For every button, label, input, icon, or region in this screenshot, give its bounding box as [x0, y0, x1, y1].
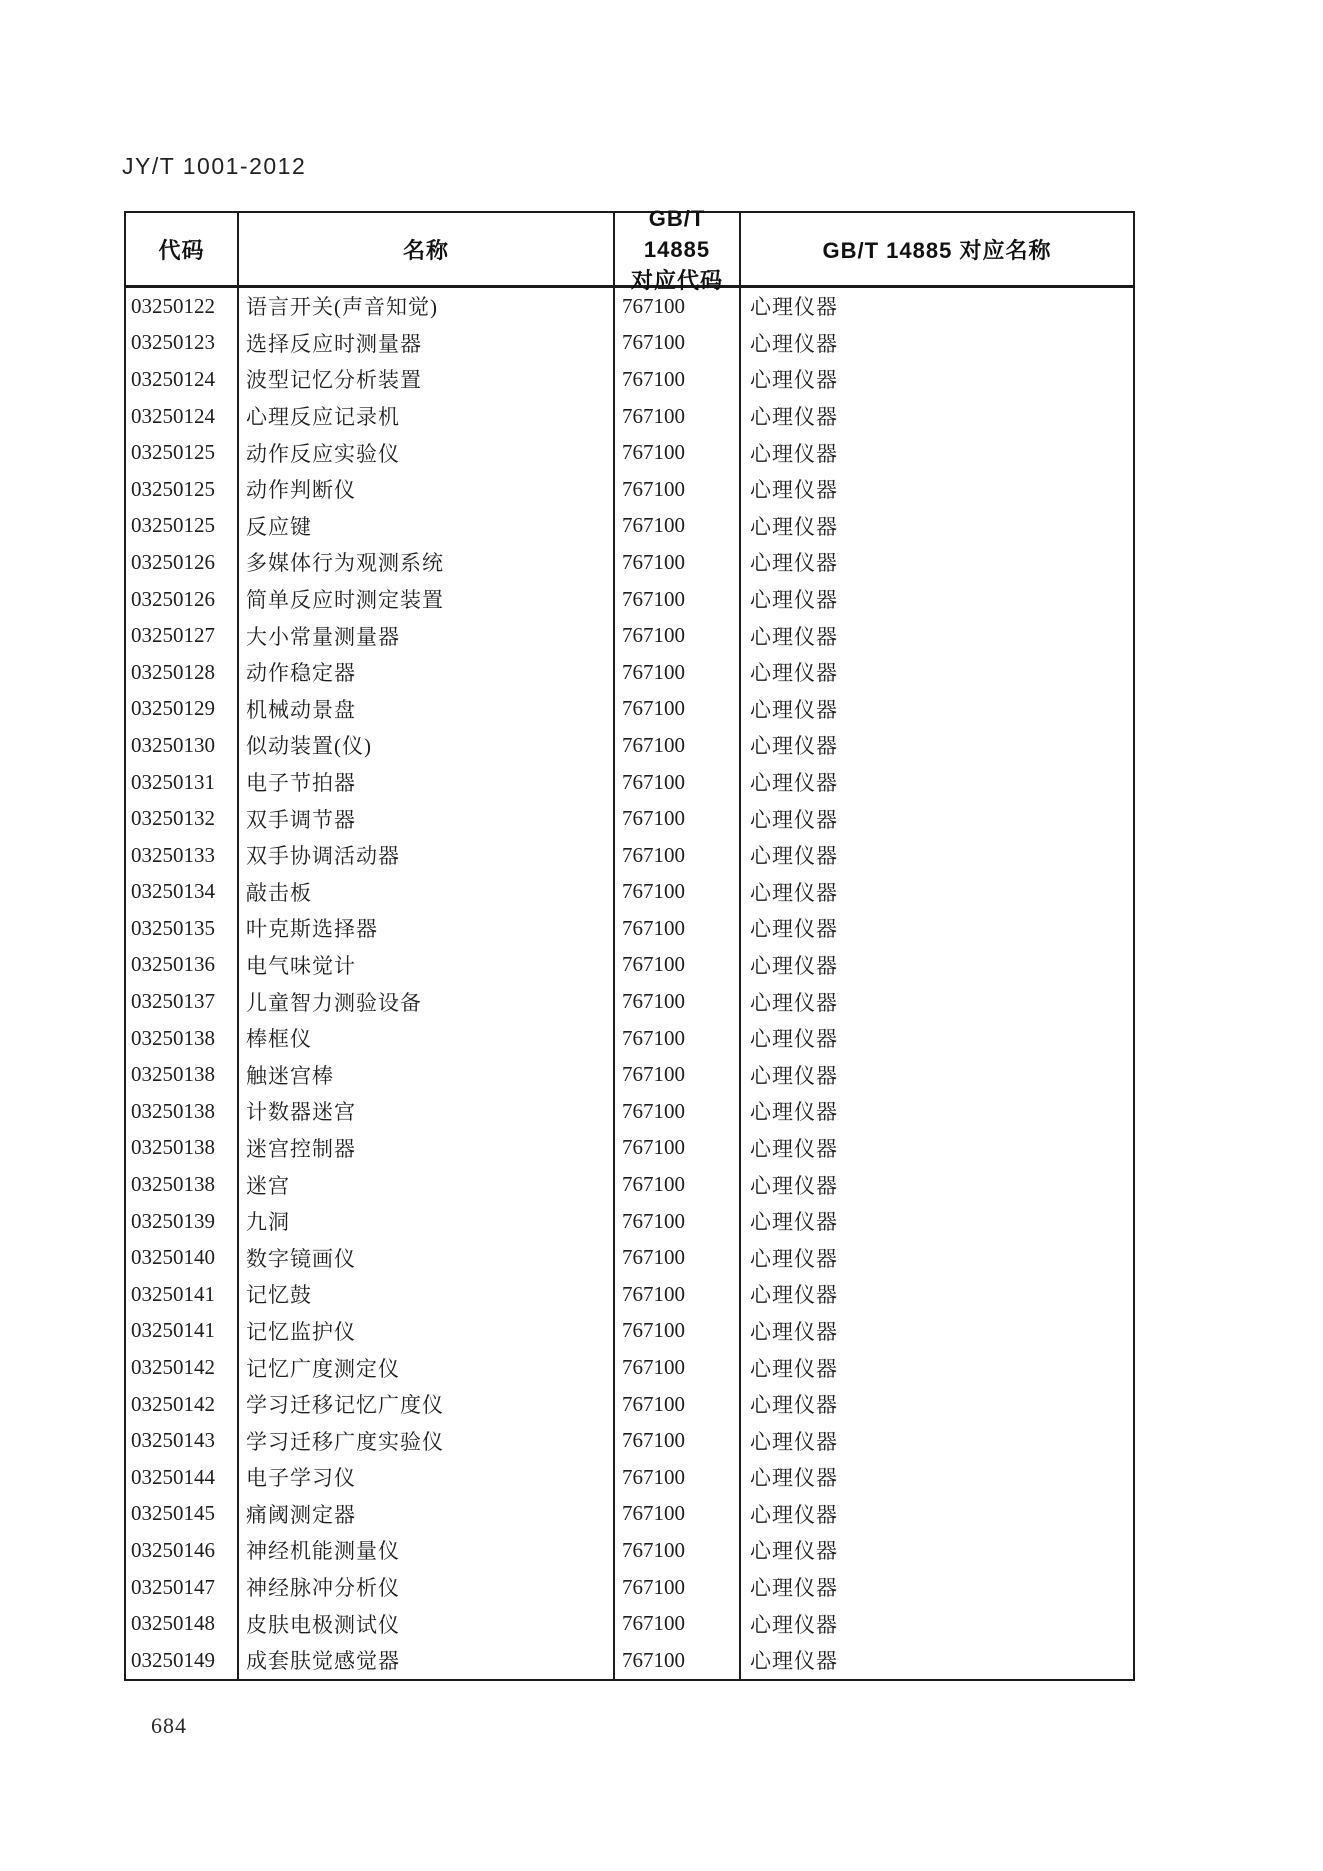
table-row	[126, 325, 1133, 362]
table-row	[126, 983, 1133, 1020]
gbt-name-cell: 心理仪器	[750, 1649, 838, 1674]
name-cell: 触迷宫棒	[239, 1056, 615, 1093]
gbt-code-cell: 767100	[615, 1459, 741, 1496]
gbt-name-cell: 心理仪器	[750, 551, 838, 576]
header-gbt-code-line2: 对应代码	[630, 267, 723, 293]
name-cell: 痛阈测定器	[239, 1496, 615, 1533]
name-cell: 记忆监护仪	[239, 1313, 615, 1350]
gbt-name-cell: 心理仪器	[750, 844, 838, 869]
code-cell: 03250138	[126, 1056, 239, 1093]
name-cell: 学习迁移广度实验仪	[239, 1422, 615, 1459]
table-row	[126, 764, 1133, 801]
code-cell: 03250136	[126, 947, 239, 984]
table-row	[126, 1130, 1133, 1167]
gbt-code-cell: 767100	[615, 1166, 741, 1203]
code-cell: 03250144	[126, 1459, 239, 1496]
code-cell: 03250145	[126, 1496, 239, 1533]
gbt-name-cell: 心理仪器	[750, 661, 838, 686]
code-cell: 03250140	[126, 1239, 239, 1276]
gbt-code-cell: 767100	[615, 1496, 741, 1533]
code-cell: 03250134	[126, 874, 239, 911]
gbt-code-cell: 767100	[615, 1642, 741, 1679]
gbt-code-cell: 767100	[615, 727, 741, 764]
gbt-name-cell: 心理仪器	[750, 1466, 838, 1491]
gbt-name-cell: 心理仪器	[750, 588, 838, 613]
name-cell: 记忆鼓	[239, 1276, 615, 1313]
gbt-code-cell: 767100	[615, 617, 741, 654]
gbt-name-cell: 心理仪器	[750, 1576, 838, 1601]
table-row	[126, 1459, 1133, 1496]
code-cell: 03250132	[126, 800, 239, 837]
gbt-name-cell: 心理仪器	[750, 734, 838, 759]
code-cell: 03250126	[126, 581, 239, 618]
code-cell: 03250141	[126, 1276, 239, 1313]
name-cell: 简单反应时测定装置	[239, 581, 615, 618]
table-row	[126, 434, 1133, 471]
gbt-name-cell: 心理仪器	[750, 1027, 838, 1052]
gbt-code-cell: 767100	[615, 434, 741, 471]
gbt-code-cell: 767100	[615, 581, 741, 618]
gbt-name-cell: 心理仪器	[750, 1246, 838, 1271]
gbt-name-cell: 心理仪器	[750, 771, 838, 796]
name-cell: 学习迁移记忆广度仪	[239, 1386, 615, 1423]
code-cell: 03250138	[126, 1166, 239, 1203]
gbt-name-cell: 心理仪器	[750, 880, 838, 905]
gbt-name-cell: 心理仪器	[750, 624, 838, 649]
name-cell: 叶克斯选择器	[239, 910, 615, 947]
table-row	[126, 1239, 1133, 1276]
table-row	[126, 1349, 1133, 1386]
gbt-code-cell: 767100	[615, 288, 741, 325]
table-row	[126, 837, 1133, 874]
name-cell: 数字镜画仪	[239, 1239, 615, 1276]
gbt-code-cell: 767100	[615, 508, 741, 545]
gbt-name-cell: 心理仪器	[750, 697, 838, 722]
gbt-name-cell: 心理仪器	[750, 368, 838, 393]
table-row	[126, 1386, 1133, 1423]
name-cell: 记忆广度测定仪	[239, 1349, 615, 1386]
table-row	[126, 1605, 1133, 1642]
code-cell: 03250127	[126, 617, 239, 654]
code-cell: 03250125	[126, 471, 239, 508]
gbt-code-cell: 767100	[615, 764, 741, 801]
code-cell: 03250129	[126, 691, 239, 728]
gbt-code-cell: 767100	[615, 361, 741, 398]
code-cell: 03250147	[126, 1569, 239, 1606]
name-cell: 敲击板	[239, 874, 615, 911]
name-cell: 大小常量测量器	[239, 617, 615, 654]
name-cell: 神经机能测量仪	[239, 1532, 615, 1569]
table-body	[126, 288, 1133, 1679]
gbt-name-cell: 心理仪器	[750, 1429, 838, 1454]
code-cell: 03250141	[126, 1313, 239, 1350]
table-row	[126, 1276, 1133, 1313]
gbt-code-cell: 767100	[615, 1386, 741, 1423]
gbt-code-cell: 767100	[615, 947, 741, 984]
table-row	[126, 691, 1133, 728]
code-cell: 03250128	[126, 654, 239, 691]
table-row	[126, 508, 1133, 545]
code-cell: 03250133	[126, 837, 239, 874]
gbt-name-cell: 心理仪器	[750, 1539, 838, 1564]
gbt-code-cell: 767100	[615, 1422, 741, 1459]
name-cell: 多媒体行为观测系统	[239, 544, 615, 581]
table-row	[126, 1642, 1133, 1679]
gbt-name-cell: 心理仪器	[750, 1283, 838, 1308]
gbt-code-cell: 767100	[615, 654, 741, 691]
code-cell: 03250138	[126, 1093, 239, 1130]
name-cell: 成套肤觉感觉器	[239, 1642, 615, 1679]
table-row	[126, 617, 1133, 654]
table-row	[126, 800, 1133, 837]
gbt-name-cell: 心理仪器	[750, 1173, 838, 1198]
gbt-name-cell: 心理仪器	[750, 1210, 838, 1235]
name-cell: 选择反应时测量器	[239, 325, 615, 362]
header-gbt-code	[615, 205, 741, 293]
gbt-code-cell: 767100	[615, 800, 741, 837]
code-cell: 03250126	[126, 544, 239, 581]
name-cell: 棒框仪	[239, 1020, 615, 1057]
gbt-name-cell: 心理仪器	[750, 405, 838, 430]
code-cell: 03250138	[126, 1020, 239, 1057]
table-row	[126, 1056, 1133, 1093]
gbt-name-cell: 心理仪器	[750, 1612, 838, 1637]
gbt-code-cell: 767100	[615, 983, 741, 1020]
name-cell: 电气味觉计	[239, 947, 615, 984]
name-cell: 儿童智力测验设备	[239, 983, 615, 1020]
code-cell: 03250143	[126, 1422, 239, 1459]
code-cell: 03250142	[126, 1386, 239, 1423]
name-cell: 迷宫	[239, 1166, 615, 1203]
gbt-code-cell: 767100	[615, 874, 741, 911]
table-header-row	[126, 205, 1133, 293]
name-cell: 动作判断仪	[239, 471, 615, 508]
gbt-code-cell: 767100	[615, 471, 741, 508]
gbt-code-cell: 767100	[615, 1532, 741, 1569]
table-row	[126, 947, 1133, 984]
code-cell: 03250146	[126, 1532, 239, 1569]
name-cell: 波型记忆分析装置	[239, 361, 615, 398]
table-row	[126, 471, 1133, 508]
table-row	[126, 654, 1133, 691]
header-gbt-code-line1: GB/T 14885	[643, 205, 711, 262]
gbt-code-cell: 767100	[615, 1349, 741, 1386]
name-cell: 电子学习仪	[239, 1459, 615, 1496]
name-cell: 语言开关(声音知觉)	[239, 288, 615, 325]
header-gbt-name: GB/T 14885 对应名称	[822, 237, 1052, 263]
equipment-code-table	[124, 205, 1135, 1681]
gbt-name-cell: 心理仪器	[750, 1502, 838, 1527]
code-cell: 03250138	[126, 1130, 239, 1167]
gbt-name-cell: 心理仪器	[750, 953, 838, 978]
name-cell: 似动装置(仪)	[239, 727, 615, 764]
name-cell: 机械动景盘	[239, 691, 615, 728]
table-row	[126, 1166, 1133, 1203]
name-cell: 神经脉冲分析仪	[239, 1569, 615, 1606]
gbt-name-cell: 心理仪器	[750, 1100, 838, 1125]
gbt-name-cell: 心理仪器	[750, 514, 838, 539]
code-cell: 03250125	[126, 508, 239, 545]
gbt-name-cell: 心理仪器	[750, 478, 838, 503]
table-row	[126, 288, 1133, 325]
gbt-code-cell: 767100	[615, 837, 741, 874]
gbt-name-cell: 心理仪器	[750, 990, 838, 1015]
name-cell: 动作反应实验仪	[239, 434, 615, 471]
name-cell: 反应键	[239, 508, 615, 545]
code-cell: 03250130	[126, 727, 239, 764]
code-cell: 03250125	[126, 434, 239, 471]
gbt-code-cell: 767100	[615, 1605, 741, 1642]
gbt-name-cell: 心理仪器	[750, 1319, 838, 1344]
table-row	[126, 1020, 1133, 1057]
name-cell: 双手协调活动器	[239, 837, 615, 874]
gbt-name-cell: 心理仪器	[750, 1393, 838, 1418]
gbt-name-cell: 心理仪器	[750, 441, 838, 466]
table-row	[126, 910, 1133, 947]
table-row	[126, 1093, 1133, 1130]
code-cell: 03250135	[126, 910, 239, 947]
table-row	[126, 544, 1133, 581]
gbt-code-cell: 767100	[615, 1020, 741, 1057]
gbt-code-cell: 767100	[615, 1569, 741, 1606]
code-cell: 03250122	[126, 288, 239, 325]
gbt-name-cell: 心理仪器	[750, 1063, 838, 1088]
gbt-code-cell: 767100	[615, 1239, 741, 1276]
gbt-name-cell: 心理仪器	[750, 295, 838, 320]
gbt-code-cell: 767100	[615, 325, 741, 362]
header-name: 名称	[239, 213, 615, 285]
name-cell: 计数器迷宫	[239, 1093, 615, 1130]
code-cell: 03250137	[126, 983, 239, 1020]
table-row	[126, 1532, 1133, 1569]
gbt-name-cell: 心理仪器	[750, 1356, 838, 1381]
code-cell: 03250131	[126, 764, 239, 801]
gbt-code-cell: 767100	[615, 910, 741, 947]
table-row	[126, 1496, 1133, 1533]
gbt-code-cell: 767100	[615, 1093, 741, 1130]
gbt-name-cell: 心理仪器	[750, 1136, 838, 1161]
code-cell: 03250139	[126, 1203, 239, 1240]
name-cell: 动作稳定器	[239, 654, 615, 691]
gbt-code-cell: 767100	[615, 1276, 741, 1313]
name-cell: 双手调节器	[239, 800, 615, 837]
gbt-code-cell: 767100	[615, 1313, 741, 1350]
code-cell: 03250149	[126, 1642, 239, 1679]
code-cell: 03250123	[126, 325, 239, 362]
standard-number-heading: JY/T 1001-2012	[122, 153, 307, 179]
code-cell: 03250148	[126, 1605, 239, 1642]
gbt-name-cell: 心理仪器	[750, 807, 838, 832]
table-row	[126, 361, 1133, 398]
gbt-name-cell: 心理仪器	[750, 331, 838, 356]
code-cell: 03250124	[126, 398, 239, 435]
gbt-code-cell: 767100	[615, 544, 741, 581]
table-row	[126, 1313, 1133, 1350]
table-row	[126, 1422, 1133, 1459]
gbt-name-cell: 心理仪器	[750, 917, 838, 942]
code-cell: 03250142	[126, 1349, 239, 1386]
gbt-code-cell: 767100	[615, 1056, 741, 1093]
name-cell: 电子节拍器	[239, 764, 615, 801]
gbt-code-cell: 767100	[615, 1130, 741, 1167]
table-row	[126, 1203, 1133, 1240]
code-cell: 03250124	[126, 361, 239, 398]
gbt-code-cell: 767100	[615, 691, 741, 728]
header-code: 代码	[126, 213, 239, 285]
name-cell: 九洞	[239, 1203, 615, 1240]
table-row	[126, 727, 1133, 764]
table-row	[126, 581, 1133, 618]
name-cell: 皮肤电极测试仪	[239, 1605, 615, 1642]
page-number: 684	[151, 1713, 187, 1738]
table-row	[126, 874, 1133, 911]
gbt-code-cell: 767100	[615, 398, 741, 435]
table-row	[126, 1569, 1133, 1606]
name-cell: 迷宫控制器	[239, 1130, 615, 1167]
name-cell: 心理反应记录机	[239, 398, 615, 435]
gbt-code-cell: 767100	[615, 1203, 741, 1240]
table-row	[126, 398, 1133, 435]
